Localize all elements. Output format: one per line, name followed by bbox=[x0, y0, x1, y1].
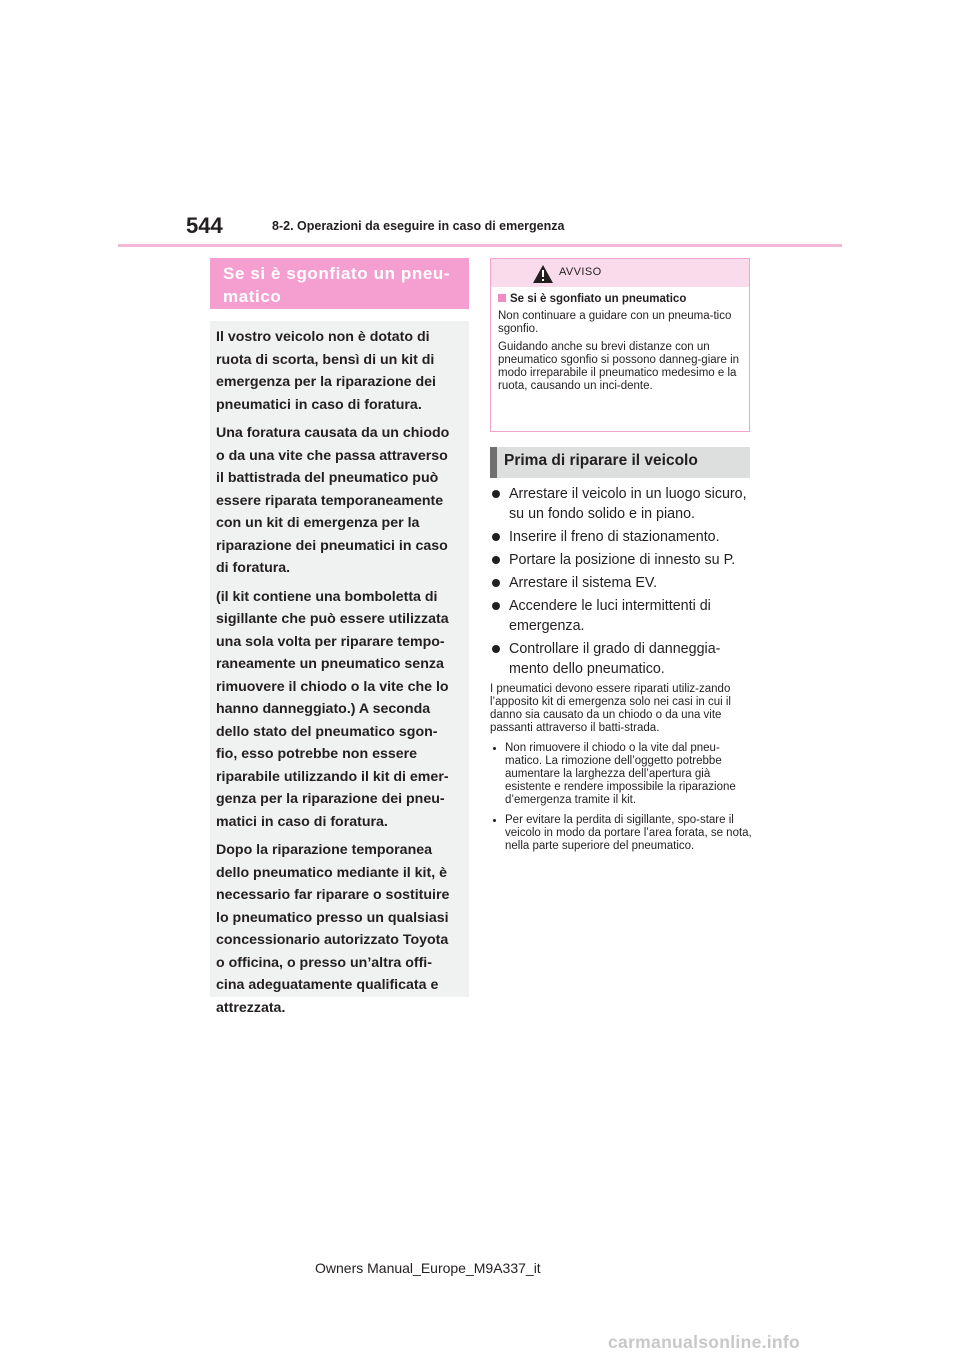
bullet-dot-icon bbox=[492, 533, 500, 541]
warning-title: AVVISO bbox=[559, 266, 602, 278]
sub-notes bbox=[490, 742, 752, 853]
intro-paragraph: (il kit contiene una bomboletta di sigillante che può essere utilizzata una sola volta per riparare tempo-raneamente un pneumatico senza rimuovere il chiodo o la vite che lo hanno danneggiato.) A seconda dello stato del pneumatico sgon-fio, esso potrebbe non essere riparabile utilizzando il kit di emer-genza per la riparazione dei pneu-matici in caso di foratura. bbox=[216, 588, 449, 830]
before-repair-heading: Prima di riparare il veicolo bbox=[490, 447, 750, 478]
warning-subtitle: Se si è sgonfiato un pneumatico bbox=[498, 292, 741, 306]
warning-paragraph: Non continuare a guidare con un pneuma-tico sgonfio. bbox=[498, 310, 732, 335]
small-bullet-icon bbox=[493, 747, 496, 750]
list-item: Accendere le luci intermittenti di emergenza. bbox=[490, 596, 752, 636]
warning-header bbox=[491, 259, 749, 287]
small-bullet-icon bbox=[493, 819, 496, 822]
topic-title-box bbox=[210, 258, 469, 309]
intro-paragraph: Il vostro veicolo non è dotato di ruota di scorta, bensì di un kit di emergenza per la riparazione dei pneumatici in caso di foratura. bbox=[216, 329, 436, 413]
list-item: Controllare il grado di danneggia-mento dello pneumatico. bbox=[490, 639, 752, 679]
watermark[interactable]: carmanualsonline.info bbox=[608, 1332, 801, 1352]
footer-manual-id: Owners Manual_Europe_M9A337_it bbox=[315, 1260, 541, 1276]
list-item: Inserire il freno di stazionamento. bbox=[490, 527, 752, 547]
warning-paragraph: Guidando anche su brevi distanze con un pneumatico sgonfio si possono danneg-giare in modo irreparabile il pneumatico medesimo e la ruota, causando un inci-dente. bbox=[498, 341, 740, 392]
square-bullet-icon bbox=[498, 294, 506, 302]
list-item: Arrestare il sistema EV. bbox=[490, 573, 752, 593]
warning-body bbox=[491, 287, 749, 393]
list-item: Non rimuovere il chiodo o la vite dal pneu-matico. La rimozione dell’oggetto potrebbe aumentare la larghezza dell’apertura già esistente e rendere impossibile la riparazione d’emergenza tramite il kit. bbox=[490, 742, 752, 807]
note-paragraph: I pneumatici devono essere riparati utiliz-zando l’apposito kit di emergenza solo nei casi in cui il danno sia causato da un chiodo o da una vite passanti attraverso il batti-strada. bbox=[490, 683, 731, 734]
warning-triangle-icon bbox=[532, 264, 554, 284]
section-header: 8-2. Operazioni da eseguire in caso di emergenza bbox=[272, 219, 565, 233]
bullet-dot-icon bbox=[492, 556, 500, 564]
bullet-dot-icon bbox=[492, 602, 500, 610]
intro-paragraph: Dopo la riparazione temporanea dello pneumatico mediante il kit, è necessario far riparare o sostituire lo pneumatico presso un qualsiasi concessionario autorizzato Toyota o officina, o presso un’altra offi-cina adeguatamente qualificata e attrezzata. bbox=[216, 842, 450, 1016]
bullet-dot-icon bbox=[492, 490, 500, 498]
intro-paragraph: Una foratura causata da un chiodo o da una vite che passa attraverso il battistrada del pneumatico può essere riparata temporaneamente con un kit di emergenza per la riparazione dei pneumatici in caso di foratura. bbox=[216, 425, 450, 576]
list-item: Per evitare la perdita di sigillante, spo-stare il veicolo in modo da portare l’area forata, se nota, nella parte superiore del pneumatico. bbox=[490, 814, 752, 853]
repair-note bbox=[490, 683, 752, 860]
page-number: 544 bbox=[186, 213, 223, 238]
warning-box bbox=[490, 258, 750, 432]
header-divider bbox=[118, 244, 842, 247]
topic-title-line: matico bbox=[223, 287, 282, 306]
list-item: Portare la posizione di innesto su P. bbox=[490, 550, 752, 570]
list-item: Arrestare il veicolo in un luogo sicuro, su un fondo solido e in piano. bbox=[490, 484, 752, 524]
bullet-dot-icon bbox=[492, 645, 500, 653]
bullet-dot-icon bbox=[492, 579, 500, 587]
before-repair-steps bbox=[490, 484, 752, 682]
topic-title-line: Se si è sgonfiato un pneu- bbox=[223, 264, 451, 283]
intro-panel bbox=[210, 321, 469, 1016]
